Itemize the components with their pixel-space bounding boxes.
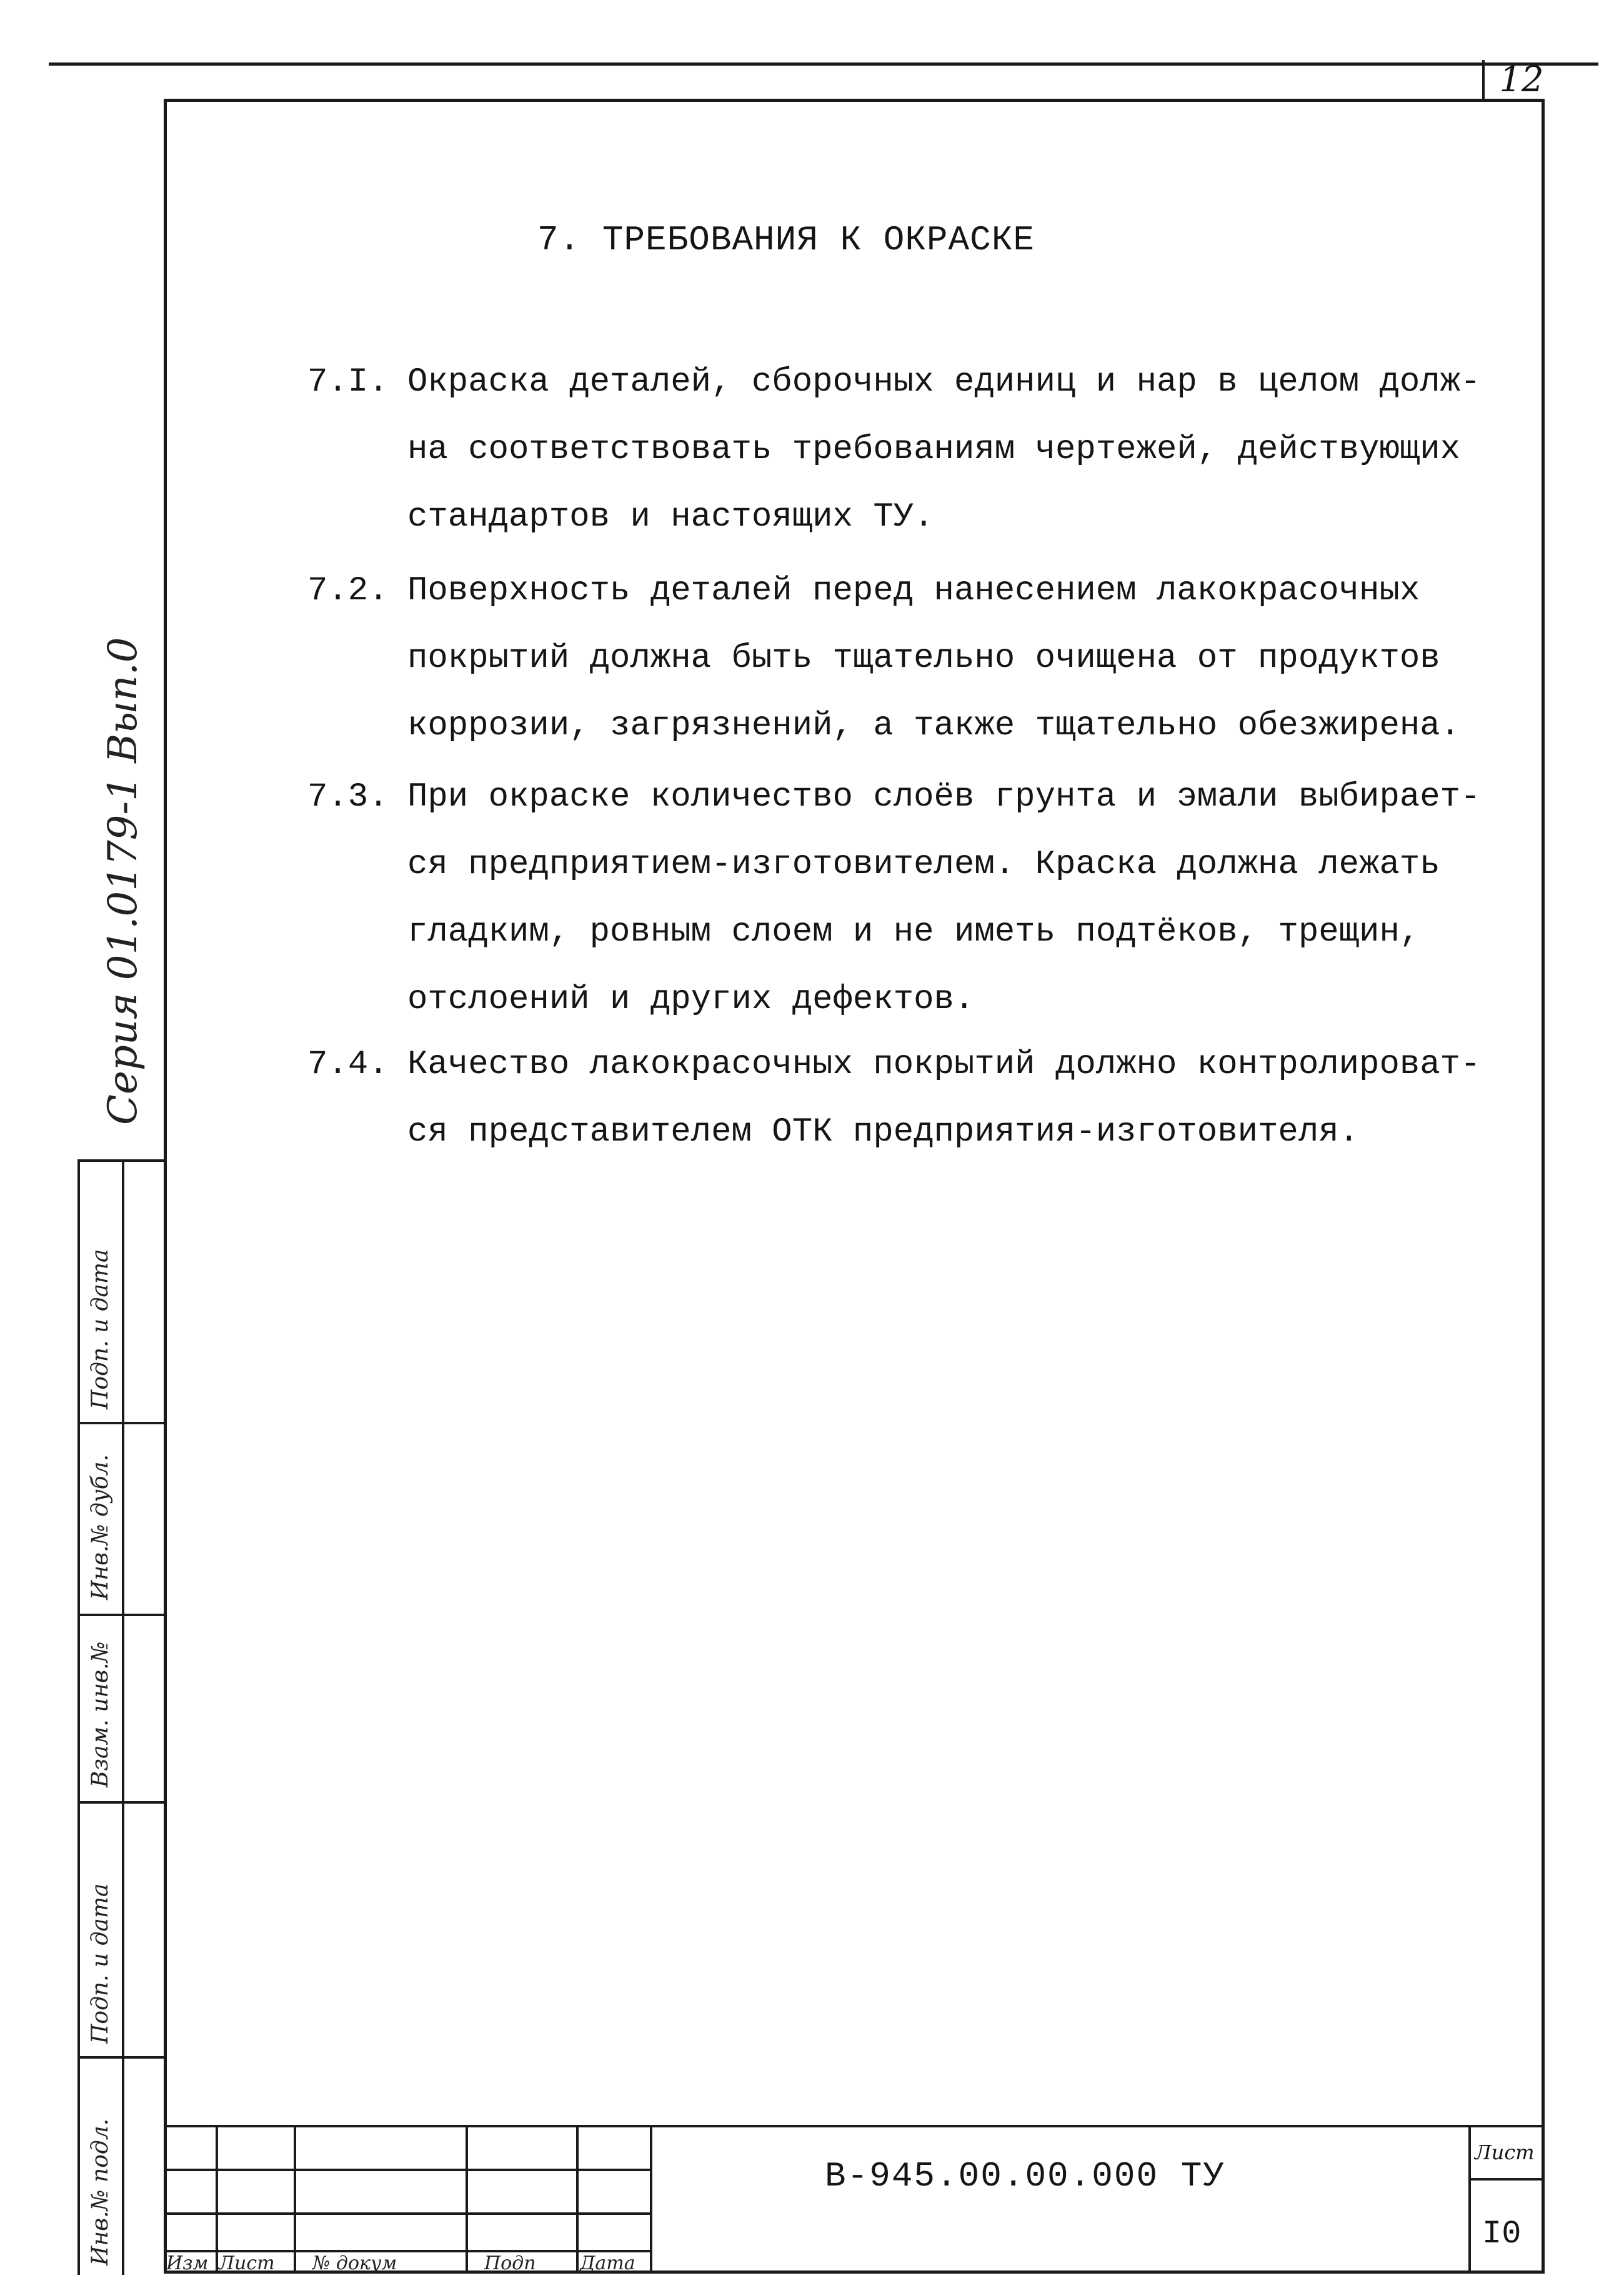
series-label: Серия 01.0179-1 Вып.0 <box>100 637 146 1125</box>
stamp-separator <box>77 1614 164 1616</box>
paragraph-line: ся предприятием-изготовителем. Краска должна лежать <box>407 846 1440 884</box>
paragraph-line: Поверхность деталей перед нанесением лакокрасочных <box>407 572 1420 610</box>
paragraph-line: Окраска деталей, сборочных единиц и нар в целом долж- <box>407 363 1481 401</box>
title-block-top <box>164 2125 1545 2127</box>
sheet-number: 12 <box>1482 60 1558 99</box>
paragraph-line: Качество лакокрасочных покрытий должно контролироват- <box>407 1046 1481 1084</box>
stamp-label-dup-inv: Инв.№ дубл. <box>87 1454 113 1600</box>
stamp-separator <box>77 1801 164 1804</box>
paragraph-line: При окраске количество слоёв грунта и эмали выбирает- <box>407 778 1481 816</box>
paragraph-number: 7.2. <box>307 572 389 610</box>
paragraph-line: покрытий должна быть тщательно очищена от продуктов <box>407 639 1440 677</box>
col-label-date: Дата <box>580 2252 635 2274</box>
paragraph-line: ся представителем ОТК предприятия-изготовителя. <box>407 1113 1360 1151</box>
paragraph-line: на соответствовать требованиям чертежей, действующих <box>407 431 1461 469</box>
paragraph-line: гладким, ровным слоем и не иметь подтёков, трещин, <box>407 913 1420 951</box>
stamp-divider <box>122 1159 124 2275</box>
section-heading: 7. ТРЕБОВАНИЯ К ОКРАСКЕ <box>537 220 1035 260</box>
title-block-col <box>1468 2125 1471 2274</box>
top-rule <box>49 62 1598 66</box>
sheet-value: I0 <box>1482 2216 1522 2252</box>
stamp-separator <box>77 2056 164 2059</box>
col-label-signature: Подп <box>484 2252 536 2274</box>
stamp-label-replace-inv: Взам. инв.№ <box>87 1641 113 1787</box>
sheet-label: Лист <box>1475 2141 1535 2164</box>
title-block-col <box>216 2125 218 2274</box>
title-block-col <box>294 2125 296 2274</box>
stamp-label-sign-date-2: Подп. и дата <box>87 1883 113 2044</box>
stamp-label-orig-inv: Инв.№ подл. <box>87 2118 113 2266</box>
document-designation: В-945.00.00.000 ТУ <box>825 2156 1225 2196</box>
paragraph-number: 7.4. <box>307 1046 389 1084</box>
title-block-col <box>650 2125 652 2274</box>
paragraph-line: коррозии, загрязнений, а также тщательно обезжирена. <box>407 707 1461 745</box>
title-block-row <box>1468 2178 1545 2181</box>
paragraph-line: отслоений и других дефектов. <box>407 981 975 1019</box>
col-label-sheet: Лист <box>219 2252 275 2274</box>
col-label-doc-number: № докум <box>312 2252 397 2274</box>
stamp-separator <box>77 1422 164 1424</box>
stamp-label-sign-date: Подп. и дата <box>87 1249 113 1409</box>
paragraph-line: стандартов и настоящих ТУ. <box>407 498 934 536</box>
col-label-change: Изм <box>166 2252 209 2274</box>
title-block-col <box>576 2125 579 2274</box>
title-block-col <box>466 2125 468 2274</box>
paragraph-number: 7.I. <box>307 363 389 401</box>
paragraph-number: 7.3. <box>307 778 389 816</box>
